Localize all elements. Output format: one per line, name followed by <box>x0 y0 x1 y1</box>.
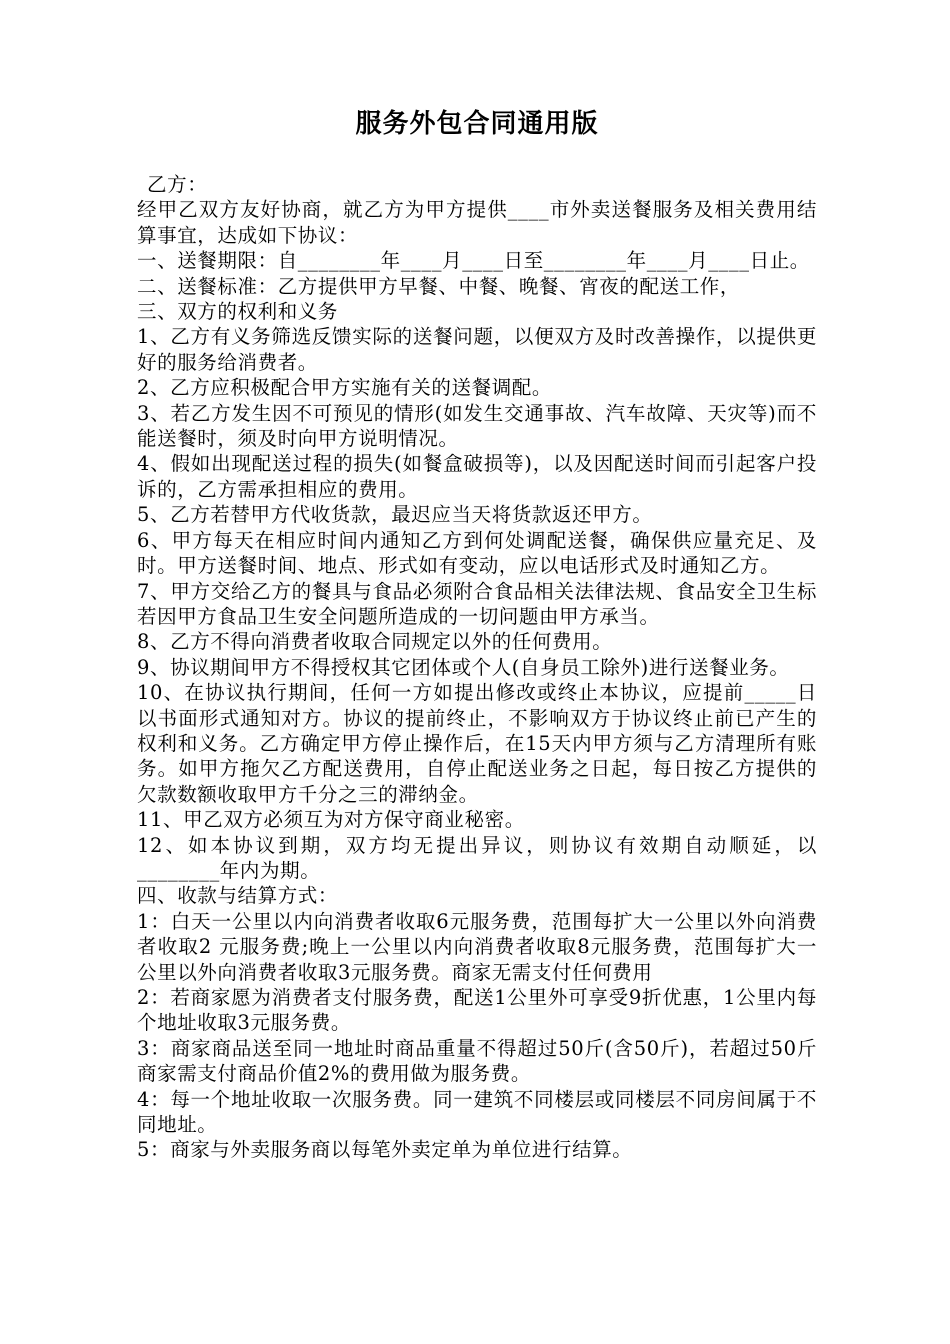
clause-item: 11、甲乙双方必须互为对方保守商业秘密。 <box>137 808 525 832</box>
document-body <box>137 172 817 1163</box>
clause-item: 7、甲方交给乙方的餐具与食品必须附合食品相关法律法规、食品安全卫生标若因甲方食品卫生安全问题所造成的一切问题由甲方承当。 <box>137 579 817 628</box>
document-title: 服务外包合同通用版 <box>355 109 599 139</box>
payment-item: 4：每一个地址收取一次服务费。同一建筑不同楼层或同楼层不同房间属于不同地址。 <box>137 1087 817 1137</box>
section-delivery-standard: 二、送餐标准：乙方提供甲方早餐、中餐、晚餐、宵夜的配送工作， <box>137 274 741 298</box>
clause-item: 5、乙方若替甲方代收货款，最迟应当天将货款返还甲方。 <box>137 503 653 527</box>
section-delivery-period: 一、送餐期限：自________年____月____日至________年____月____日止。 <box>137 249 810 273</box>
clause-item: 12、如本协议到期，双方均无提出异议，则协议有效期自动顺延，以________年内为期。 <box>137 833 817 882</box>
preamble-paragraph: 经甲乙双方友好协商，就乙方为甲方提供____市外卖送餐服务及相关费用结算事宜，达成如下协议： <box>137 198 817 247</box>
clause-item: 9、协议期间甲方不得授权其它团体或个人(自身员工除外)进行送餐业务。 <box>137 655 790 679</box>
payment-item: 5：商家与外卖服务商以每笔外卖定单为单位进行结算。 <box>137 1138 633 1162</box>
clause-item: 10、在协议执行期间，任何一方如提出修改或终止本协议，应提前_____日以书面形式通知对方。协议的提前终止，不影响双方于协议终止前已产生的权利和义务。乙方确定甲方停止操作后，在15天内甲方须与乙方清理所有账务。如甲方拖欠乙方配送费用，自停止配送业务之日起，每日按乙方提供的欠款数额收取甲方千分之三的滞纳金。 <box>137 681 817 806</box>
section-payment-heading: 四、收款与结算方式： <box>137 884 339 908</box>
clause-item: 8、乙方不得向消费者收取合同规定以外的任何费用。 <box>137 630 613 654</box>
clause-item: 2、乙方应积极配合甲方实施有关的送餐调配。 <box>137 376 553 400</box>
payment-item: 1：白天一公里以内向消费者收取6元服务费，范围每扩大一公里以外向消费者收取2 元服务费;晚上一公里以内向消费者收取8元服务费，范围每扩大一公里以外向消费者收取3元服务费。商家无需支付任何费用 <box>137 909 817 984</box>
clause-item: 4、假如出现配送过程的损失(如餐盒破损等)，以及因配送时间而引起客户投诉的，乙方需承担相应的费用。 <box>137 452 817 501</box>
clause-item: 3、若乙方发生因不可预见的情形(如发生交通事故、汽车故障、天灾等)而不能送餐时，须及时向甲方说明情况。 <box>137 401 817 451</box>
payment-item: 2：若商家愿为消费者支付服务费，配送1公里外可享受9折优惠，1公里内每个地址收取3元服务费。 <box>137 986 817 1035</box>
section-rights-heading: 三、双方的权利和义务 <box>137 300 339 324</box>
clause-item: 6、甲方每天在相应时间内通知乙方到何处调配送餐，确保供应量充足、及时。甲方送餐时间、地点、形式如有变动，应以电话形式及时通知乙方。 <box>137 528 817 578</box>
party-b-label: 乙方： <box>147 173 208 196</box>
payment-item: 3：商家商品送至同一地址时商品重量不得超过50斤(含50斤)，若超过50斤商家需支付商品价值2%的费用做为服务费。 <box>137 1036 817 1086</box>
clause-item: 1、乙方有义务筛选反馈实际的送餐问题，以便双方及时改善操作，以提供更好的服务给消费者。 <box>137 325 817 374</box>
